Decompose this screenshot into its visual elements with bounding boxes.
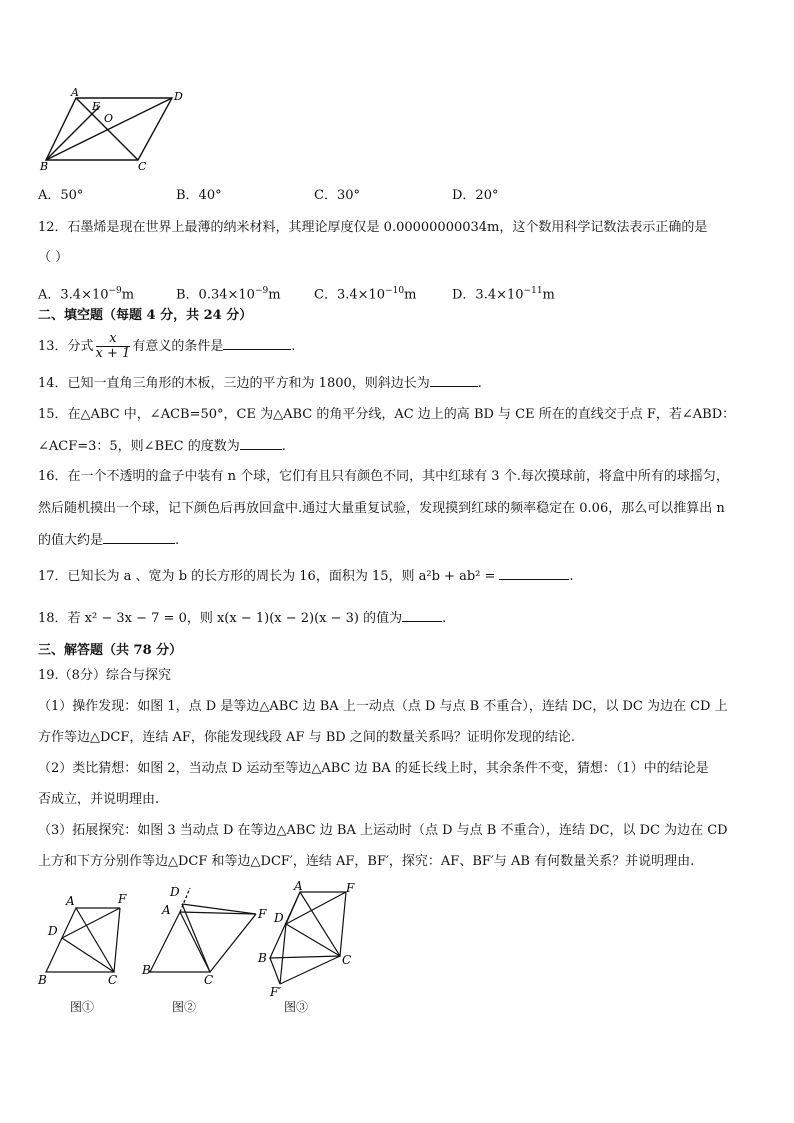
svg-text:C: C [342, 953, 352, 967]
q18-answer-blank [402, 609, 442, 622]
svg-text:B: B [258, 951, 267, 965]
q12-option-b: B．$0.34\times 10^{-9}m$ [176, 286, 281, 303]
svg-text:D: D [170, 885, 180, 899]
svg-text:B: B [38, 973, 47, 987]
svg-text:A: A [66, 894, 75, 908]
q11-parallelogram-figure [34, 86, 194, 170]
svg-text:D: D [274, 911, 284, 925]
svg-text:F: F [258, 907, 267, 921]
q15-answer-blank [240, 437, 282, 450]
q12-option-a: A．$3.4\times 10^{-9}m$ [38, 286, 135, 303]
q14: 14．已知一直角三角形的木板，三边的平方和为 1800，则斜边长为 . [38, 376, 482, 391]
svg-text:F′: F′ [270, 985, 282, 999]
q11-option-a: A．50° [38, 188, 84, 203]
svg-text:B: B [142, 963, 151, 977]
q19-caption-2: 图② [172, 1000, 197, 1014]
q11-label-a: A [71, 86, 79, 99]
q19-part1-line-1: （1）操作发现：如图 1，点 D 是等边△ABC 边 BA 上一动点（点 D 与点 B 不重合），连结 DC，以 DC 为边在 CD 上 [38, 699, 728, 714]
q19-caption-1: 图① [70, 1000, 95, 1014]
q14-answer-blank [430, 374, 478, 387]
q11-option-c: C．30° [314, 188, 360, 203]
q16-line-2: 然后随机摸出一个球，记下颜色后再放回盒中.通过大量重复试验，发现摸到红球的频率稳定在 0.06，那么可以推算出 n [38, 501, 725, 516]
svg-text:F: F [346, 881, 355, 895]
svg-text:D: D [48, 924, 58, 938]
q16-line-1: 16．在一个不透明的盒子中装有 n 个球，它们有且只有颜色不同，其中红球有 3 个.每次摸球前，将盒中所有的球摇匀， [38, 469, 729, 484]
q19-figure-1 [34, 890, 144, 990]
q19-heading: 19.（8分）综合与探究 [38, 668, 171, 683]
q13: 13．分式 $\frac{x}{x + 1}$ 有意义的条件是 . [38, 331, 296, 361]
q17-answer-blank [499, 567, 569, 580]
svg-text:A: A [294, 880, 303, 893]
svg-text:A: A [162, 903, 171, 917]
q19-part3-line-2: 上方和下方分别作等边△DCF 和等边△DCF′，连结 AF，BF′，探究：AF、BF′与 AB 有何数量关系？并说明理由. [38, 854, 695, 869]
q13-fraction: $\frac{x}{x + 1}$ [95, 331, 131, 361]
svg-text:C: C [108, 973, 118, 987]
q11-label-b: B [40, 160, 49, 170]
q11-label-c: C [138, 160, 147, 170]
q15-line-1: 15．在△ABC 中，∠ACB=50°，CE 为△ABC 的角平分线，AC 边上的高 BD 与 CE 所在的直线交于点 F，若∠ABD： [38, 407, 736, 422]
q19-caption-3: 图③ [284, 1000, 309, 1014]
section-3-heading: 三、解答题（共 78 分） [38, 643, 183, 658]
q11-label-d: D [174, 90, 183, 103]
q11-label-e: E [92, 100, 101, 113]
q12-option-d: D．$3.4\times 10^{-11}m$ [452, 286, 555, 303]
q16-answer-blank [103, 531, 175, 544]
section-2-heading: 二、填空题（每题 4 分，共 24 分） [38, 308, 253, 323]
q16-line-3: 的值大约是 . [38, 533, 180, 548]
q13-answer-blank [223, 337, 291, 350]
q15-line-2: ∠ACF=3：5，则∠BEC 的度数为 . [38, 439, 286, 454]
q19-part2-line-1: （2）类比猜想：如图 2，当动点 D 运动至等边△ABC 边 BA 的延长线上时，其余条件不变，猜想：（1）中的结论是 [38, 761, 709, 776]
q12-paren: （ ） [38, 250, 69, 265]
q19-figure-3 [252, 880, 362, 1000]
q11-option-d: D．20° [452, 188, 499, 203]
svg-text:F: F [118, 892, 127, 906]
q12-option-c: C．$3.4\times 10^{-10}m$ [314, 286, 417, 303]
svg-text:C: C [204, 973, 214, 987]
q11-label-o: O [104, 112, 114, 125]
q11-option-b: B．40° [176, 188, 222, 203]
q12-stem: 12．石墨烯是现在世界上最薄的纳米材料，其理论厚度仅是 0.00000000034m，这个数用科学记数法表示正确的是 [38, 220, 708, 235]
q17: 17．已知长为 a 、宽为 b 的长方形的周长为 16，面积为 15，则 a²b + ab² = . [38, 569, 574, 584]
q19-part2-line-2: 否成立，并说明理由. [38, 792, 160, 807]
q19-part3-line-1: （3）拓展探究：如图 3 当动点 D 在等边△ABC 边 BA 上运动时（点 D 与点 B 不重合），连结 DC，以 DC 为边在 CD [38, 823, 728, 838]
q19-part1-line-2: 方作等边△DCF，连结 AF，你能发现线段 AF 与 BD 之间的数量关系吗？证明你发现的结论. [38, 730, 575, 745]
q18: 18．若 x² − 3x − 7 = 0，则 x(x − 1)(x − 2)(x − 3) 的值为 . [38, 611, 447, 626]
